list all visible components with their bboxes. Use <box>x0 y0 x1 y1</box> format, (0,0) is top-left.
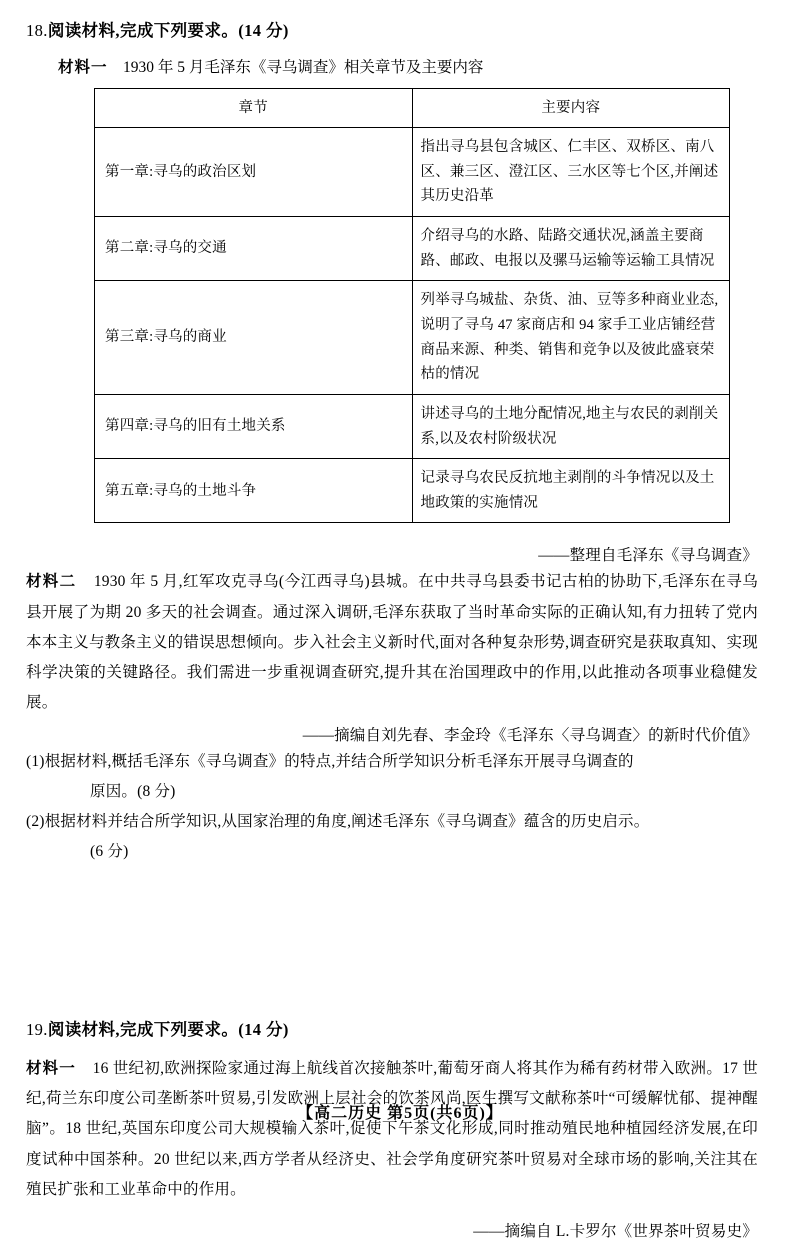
answer-space <box>26 867 758 1017</box>
table-row <box>95 394 730 458</box>
question-18-material1-line <box>26 54 758 81</box>
material-two-label: 材料二 <box>26 573 77 591</box>
table-cell-content: 指出寻乌县包含城区、仁丰区、双桥区、南八区、兼三区、澄江区、三水区等七个区,并阐述其历史沿革 <box>412 128 730 217</box>
sub-question-2-text: 根据材料并结合所学知识,从国家治理的角度,阐述毛泽东《寻乌调查》蕴含的历史启示。 <box>44 813 650 831</box>
table-row <box>95 281 730 395</box>
table-cell-content: 记录寻乌农民反抗地主剥削的斗争情况以及土地政策的实施情况 <box>412 459 730 523</box>
table-cell-chapter: 第一章:寻乌的政治区划 <box>95 128 413 217</box>
table-row <box>95 217 730 281</box>
question-18-prompt: 阅读材料,完成下列要求。(14 分) <box>47 21 289 40</box>
material-two-text: 1930 年 5 月,红军攻克寻乌(今江西寻乌)县城。在中共寻乌县委书记古柏的协助下,毛泽东在寻乌县开展了为期 20 多天的社会调查。通过深入调研,毛泽东获取了当时革命实际的正确认知,有力扭转了党内本本主义与教条主义的错误思想倾向。步入社会主义新时代,面对各种复杂形势,调查研究是获取真知、实现科学决策的关键路径。我们需进一步重视调查研究,提升其在治国理政中的作用,以此推动各项事业稳健发展。 <box>26 573 758 712</box>
material-one-title: 1930 年 5 月毛泽东《寻乌调查》相关章节及主要内容 <box>123 59 484 77</box>
sub-question-1-cont: 原因。(8 分) <box>90 782 176 800</box>
page-footer-text: 【高二历史 第5页(共6页)】 <box>297 1105 503 1122</box>
question-18 <box>26 18 758 867</box>
q19-material-one-text: 16 世纪初,欧洲探险家通过海上航线首次接触茶叶,葡萄牙商人将其作为稀有药材带入欧洲。17 世纪,荷兰东印度公司垄断茶叶贸易,引发欧洲上层社会的饮茶风尚,医生撰写文献称茶叶“可缓解忧郁、提神醒脑”。18 世纪,英国东印度公司大规模输入茶叶,促使下午茶文化形成,同时推动殖民地种植园经济发展,在印度试种中国茶种。20 世纪以来,西方学者从经济史、社会学角度研究茶叶贸易对全球市场的影响,关注其在殖民扩张和工业革命中的作用。 <box>26 1059 758 1198</box>
table-cell-chapter: 第二章:寻乌的交通 <box>95 217 413 281</box>
question-19-prompt: 阅读材料,完成下列要求。(14 分) <box>47 1020 289 1040</box>
table-row <box>95 128 730 217</box>
table-header-content: 主要内容 <box>412 88 730 128</box>
q19-material-one-label: 材料一 <box>26 1059 76 1077</box>
table-cell-content: 列举寻乌城盐、杂货、油、豆等多种商业业态,说明了寻乌 47 家商店和 94 家手工业店铺经营商品来源、种类、销售和竞争以及彼此盛衰荣枯的情况 <box>412 281 730 395</box>
material-two-paragraph <box>26 567 758 718</box>
sub-question-1-text: 根据材料,概括毛泽东《寻乌调查》的特点,并结合所学知识分析毛泽东开展寻乌调查的 <box>44 752 634 770</box>
question-18-heading <box>26 18 758 44</box>
material-one-source: ——整理自毛泽东《寻乌调查》 <box>538 547 758 565</box>
table-cell-chapter: 第四章:寻乌的旧有土地关系 <box>95 394 413 458</box>
question-18-sub-2 <box>26 807 758 867</box>
question-18-number: 18. <box>26 21 48 40</box>
page-footer <box>0 1100 800 1123</box>
table-cell-chapter: 第三章:寻乌的商业 <box>95 281 413 395</box>
table-row <box>95 459 730 523</box>
chapters-table-wrapper <box>26 88 758 524</box>
question-19-heading <box>26 1017 758 1043</box>
sub-question-2-cont: (6 分) <box>90 843 129 861</box>
question-19-number: 19. <box>26 1020 48 1040</box>
q19-material-one-source: ——摘编自 L.卡罗尔《世界茶叶贸易史》 <box>473 1222 758 1240</box>
sub-question-2-label: (2) <box>26 813 45 831</box>
table-cell-chapter: 第五章:寻乌的土地斗争 <box>95 459 413 523</box>
question-19 <box>26 1017 758 1240</box>
material-two-source: ——摘编自刘先春、李金玲《毛泽东〈寻乌调查〉的新时代价值》 <box>302 726 758 744</box>
question-18-sub-1 <box>26 747 758 807</box>
material-one-label: 材料一 <box>58 59 108 77</box>
table-cell-content: 介绍寻乌的水路、陆路交通状况,涵盖主要商路、邮政、电报以及骡马运输等运输工具情况 <box>412 217 730 281</box>
sub-question-1-label: (1) <box>26 752 45 770</box>
question-19-material-one <box>26 1054 758 1205</box>
table-cell-content: 讲述寻乌的土地分配情况,地主与农民的剥削关系,以及农村阶级状况 <box>412 394 730 458</box>
table-header-chapter: 章节 <box>95 88 413 128</box>
chapters-table <box>94 88 730 524</box>
table-header-row <box>95 88 730 128</box>
